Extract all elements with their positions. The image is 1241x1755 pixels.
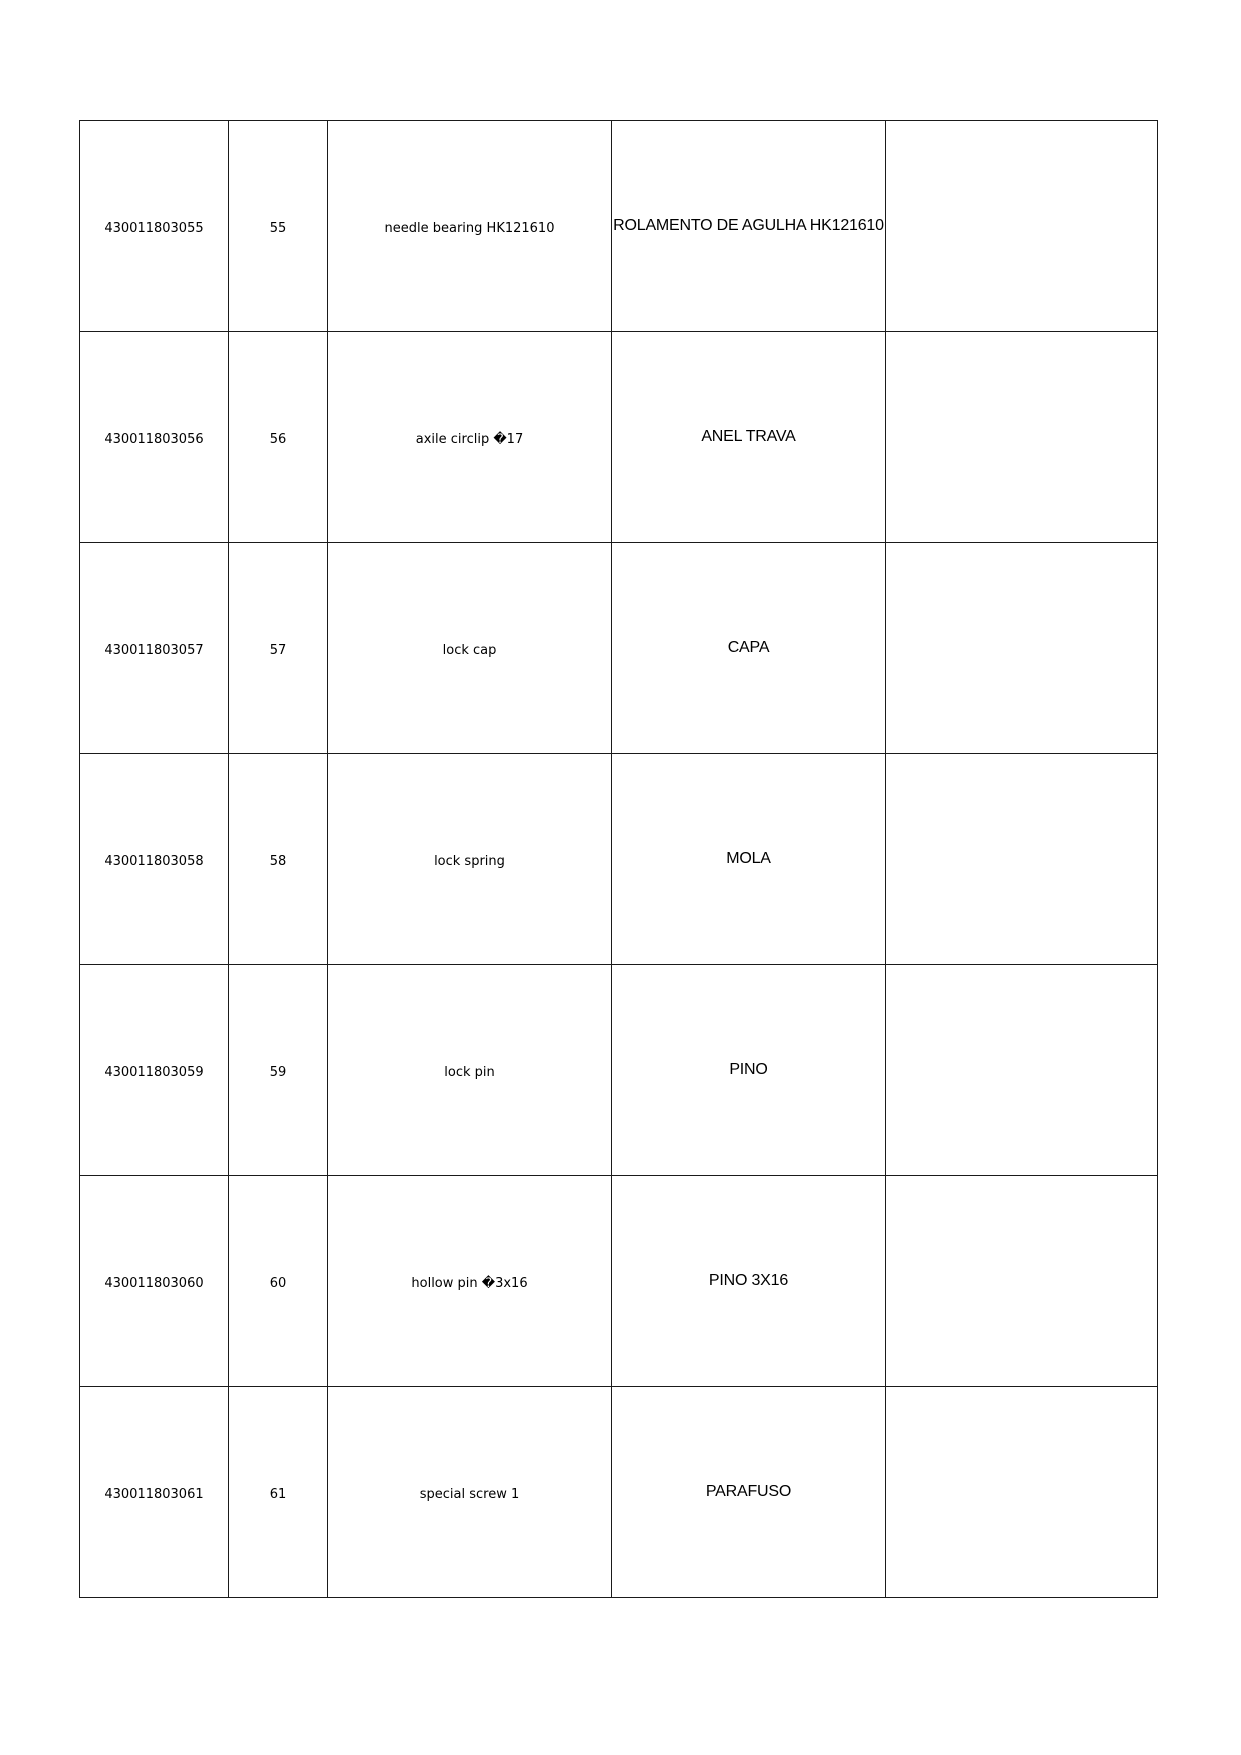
description-pt-cell xyxy=(612,1387,886,1598)
description-pt: PINO xyxy=(729,1061,768,1078)
description-pt: PARAFUSO xyxy=(705,1483,792,1500)
item-number-cell xyxy=(229,121,328,332)
part-code-cell xyxy=(80,121,229,332)
parts-table xyxy=(79,120,1158,1598)
item-number: 60 xyxy=(269,1275,287,1291)
item-number: 56 xyxy=(269,431,287,447)
note-cell xyxy=(886,121,1158,332)
part-code: 430011803057 xyxy=(104,642,204,658)
item-number-cell xyxy=(229,543,328,754)
description-pt-cell xyxy=(612,754,886,965)
item-number-cell xyxy=(229,1387,328,1598)
description-en-cell xyxy=(328,1176,612,1387)
part-code-cell xyxy=(80,754,229,965)
table-row xyxy=(80,1387,1158,1598)
description-en: hollow pin �3x16 xyxy=(411,1275,528,1291)
part-code: 430011803060 xyxy=(104,1275,204,1291)
description-en-cell xyxy=(328,965,612,1176)
description-pt-cell xyxy=(612,1176,886,1387)
note-cell xyxy=(886,754,1158,965)
description-en: lock pin xyxy=(444,1064,495,1080)
description-en: axile circlip �17 xyxy=(415,431,524,447)
note-cell xyxy=(886,965,1158,1176)
table-row xyxy=(80,754,1158,965)
part-code-cell xyxy=(80,965,229,1176)
part-code: 430011803055 xyxy=(104,220,204,236)
part-code-cell xyxy=(80,543,229,754)
note-cell xyxy=(886,543,1158,754)
description-en: special screw 1 xyxy=(419,1486,520,1502)
description-en: lock spring xyxy=(434,853,505,869)
part-code: 430011803056 xyxy=(104,431,204,447)
description-en-cell xyxy=(328,1387,612,1598)
table-row xyxy=(80,1176,1158,1387)
item-number: 58 xyxy=(269,853,287,869)
item-number: 61 xyxy=(269,1486,287,1502)
description-pt: ROLAMENTO DE AGULHA HK121610 xyxy=(613,217,884,234)
description-en-cell xyxy=(328,543,612,754)
description-en-cell xyxy=(328,332,612,543)
item-number-cell xyxy=(229,754,328,965)
item-number: 55 xyxy=(269,220,287,236)
table-row xyxy=(80,121,1158,332)
description-en-cell xyxy=(328,754,612,965)
item-number: 59 xyxy=(269,1064,287,1080)
note-cell xyxy=(886,332,1158,543)
part-code: 430011803061 xyxy=(104,1486,204,1502)
item-number-cell xyxy=(229,332,328,543)
description-pt-cell xyxy=(612,965,886,1176)
part-code: 430011803058 xyxy=(104,853,204,869)
description-pt: PINO 3X16 xyxy=(708,1272,789,1289)
part-code: 430011803059 xyxy=(104,1064,204,1080)
description-en-cell xyxy=(328,121,612,332)
description-en: needle bearing HK121610 xyxy=(384,220,555,236)
part-code-cell xyxy=(80,332,229,543)
note-cell xyxy=(886,1176,1158,1387)
description-pt: CAPA xyxy=(727,639,770,656)
part-code-cell xyxy=(80,1387,229,1598)
part-code-cell xyxy=(80,1176,229,1387)
item-number-cell xyxy=(229,1176,328,1387)
table-row xyxy=(80,543,1158,754)
table-row xyxy=(80,965,1158,1176)
note-cell xyxy=(886,1387,1158,1598)
description-pt: ANEL TRAVA xyxy=(701,428,796,445)
description-pt-cell xyxy=(612,121,886,332)
table-row xyxy=(80,332,1158,543)
description-pt-cell xyxy=(612,332,886,543)
item-number: 57 xyxy=(269,642,287,658)
description-pt-cell xyxy=(612,543,886,754)
item-number-cell xyxy=(229,965,328,1176)
description-pt: MOLA xyxy=(726,850,771,867)
description-en: lock cap xyxy=(442,642,497,658)
